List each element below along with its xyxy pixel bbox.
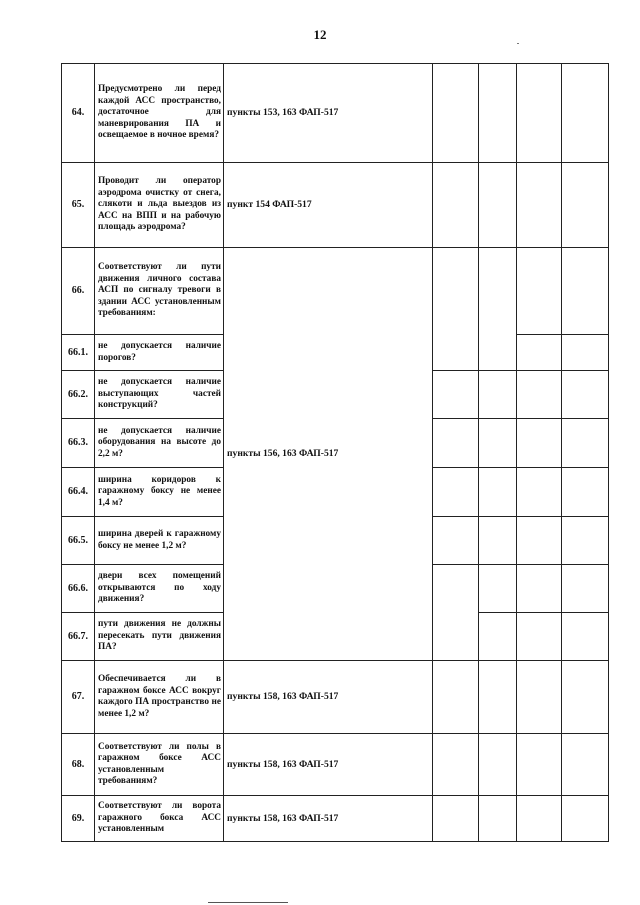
answer-cell <box>433 565 479 661</box>
answer-cell <box>517 419 562 468</box>
question-text: Соответствуют ли ворота гаражного бокса АСС установленным <box>95 796 224 842</box>
question-text: не допускается наличие выступающих частей конструкций? <box>95 371 224 419</box>
page-number: 12 <box>313 27 327 42</box>
answer-cell <box>517 468 562 517</box>
answer-cell <box>517 163 562 248</box>
answer-cell <box>562 64 609 163</box>
answer-cell <box>562 734 609 796</box>
scan-speck <box>517 43 519 44</box>
table-row <box>62 248 609 335</box>
answer-cell <box>517 661 562 734</box>
row-number: 66.7. <box>62 613 95 661</box>
row-number: 66.5. <box>62 517 95 565</box>
checklist-table <box>61 63 609 842</box>
answer-cell <box>479 468 517 517</box>
reference-text: пункт 154 ФАП-517 <box>224 163 433 248</box>
answer-cell <box>517 335 562 371</box>
answer-cell <box>562 248 609 335</box>
answer-cell <box>479 734 517 796</box>
answer-cell <box>433 419 479 468</box>
row-number: 66.4. <box>62 468 95 517</box>
answer-cell <box>517 248 562 335</box>
answer-cell <box>433 517 479 565</box>
question-text: пути движения не должны пересекать пути движения ПА? <box>95 613 224 661</box>
answer-cell <box>517 734 562 796</box>
answer-cell <box>479 371 517 419</box>
answer-cell <box>562 468 609 517</box>
reference-text: пункты 156, 163 ФАП-517 <box>224 248 433 661</box>
row-number: 66.1. <box>62 335 95 371</box>
reference-text: пункты 158, 163 ФАП-517 <box>224 661 433 734</box>
row-number: 65. <box>62 163 95 248</box>
answer-cell <box>562 517 609 565</box>
reference-text: пункты 153, 163 ФАП-517 <box>224 64 433 163</box>
row-number: 68. <box>62 734 95 796</box>
question-text: двери всех помещений открываются по ходу движения? <box>95 565 224 613</box>
answer-cell <box>479 796 517 842</box>
answer-cell <box>479 565 517 613</box>
row-number: 64. <box>62 64 95 163</box>
reference-text: пункты 158, 163 ФАП-517 <box>224 734 433 796</box>
row-number: 66. <box>62 248 95 335</box>
answer-cell <box>433 163 479 248</box>
answer-cell <box>562 335 609 371</box>
table-row <box>62 64 609 163</box>
answer-cell <box>517 565 562 613</box>
table-row <box>62 163 609 248</box>
row-number: 67. <box>62 661 95 734</box>
answer-cell <box>562 419 609 468</box>
question-text: не допускается наличие оборудования на высоте до 2,2 м? <box>95 419 224 468</box>
question-text: ширина дверей к гаражному боксу не менее 1,2 м? <box>95 517 224 565</box>
question-text: Соответствуют ли полы в гаражном боксе АСС установленным требованиям? <box>95 734 224 796</box>
answer-cell <box>562 371 609 419</box>
question-text: Соответствуют ли пути движения личного состава АСП по сигналу тревоги в здании АСС установленным требованиям: <box>95 248 224 335</box>
answer-cell <box>433 796 479 842</box>
answer-cell <box>433 468 479 517</box>
answer-cell <box>433 371 479 419</box>
question-text: ширина коридоров к гаражному боксу не менее 1,4 м? <box>95 468 224 517</box>
answer-cell <box>517 796 562 842</box>
answer-cell <box>517 64 562 163</box>
answer-cell <box>433 248 479 371</box>
answer-cell <box>433 734 479 796</box>
answer-cell <box>479 248 517 371</box>
row-number: 66.2. <box>62 371 95 419</box>
question-text: Обеспечивается ли в гаражном боксе АСС вокруг каждого ПА пространство не менее 1,2 м? <box>95 661 224 734</box>
answer-cell <box>562 796 609 842</box>
answer-cell <box>479 613 517 661</box>
answer-cell <box>562 613 609 661</box>
table-row <box>62 661 609 734</box>
answer-cell <box>562 661 609 734</box>
answer-cell <box>433 64 479 163</box>
answer-cell <box>517 613 562 661</box>
row-number: 66.3. <box>62 419 95 468</box>
answer-cell <box>479 517 517 565</box>
reference-text: пункты 158, 163 ФАП-517 <box>224 796 433 842</box>
answer-cell <box>517 517 562 565</box>
table-row <box>62 796 609 842</box>
answer-cell <box>479 163 517 248</box>
answer-cell <box>479 419 517 468</box>
answer-cell <box>479 661 517 734</box>
row-number: 66.6. <box>62 565 95 613</box>
table-row <box>62 734 609 796</box>
question-text: не допускается наличие порогов? <box>95 335 224 371</box>
answer-cell <box>433 661 479 734</box>
answer-cell <box>562 565 609 613</box>
answer-cell <box>517 371 562 419</box>
question-text: Предусмотрено ли перед каждой АСС пространство, достаточное для маневрирования ПА и освещаемое в ночное время? <box>95 64 224 163</box>
answer-cell <box>479 64 517 163</box>
answer-cell <box>562 163 609 248</box>
scan-edge-line <box>208 902 288 903</box>
row-number: 69. <box>62 796 95 842</box>
question-text: Проводит ли оператор аэродрома очистку от снега, слякоти и льда выездов из АСС на ВПП и на рабочую площадь аэродрома? <box>95 163 224 248</box>
